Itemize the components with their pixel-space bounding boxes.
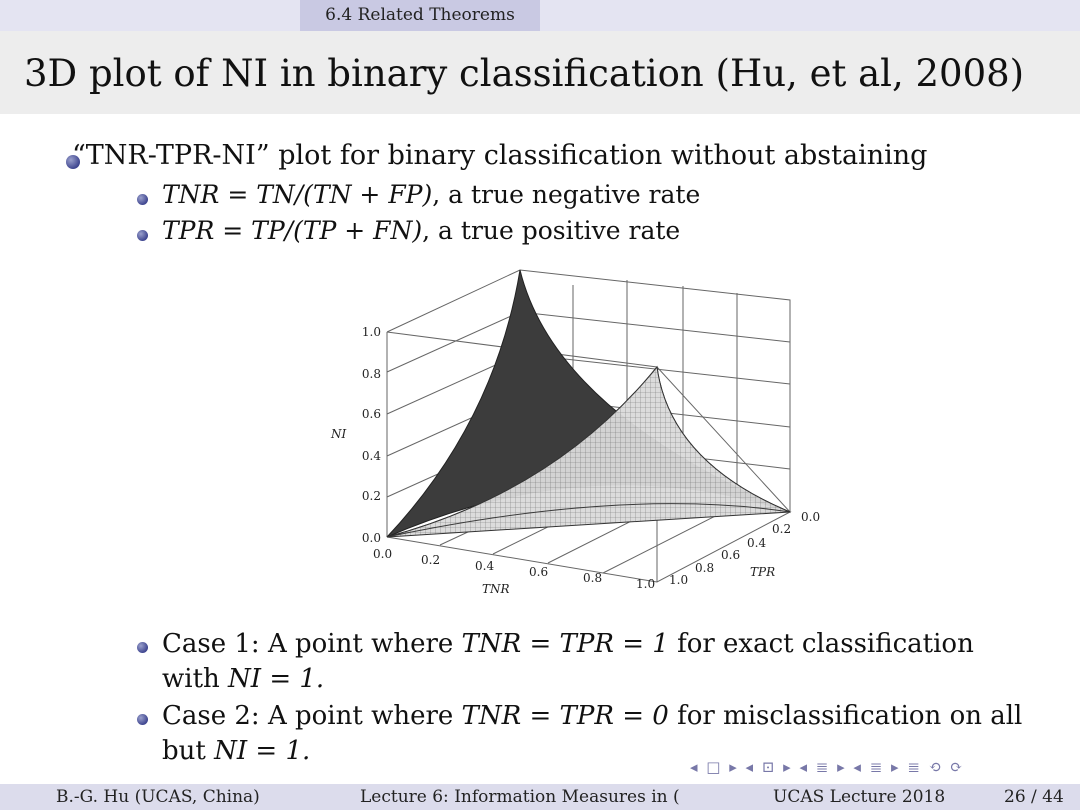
- case-2-ni: NI = 1.: [214, 736, 311, 766]
- case-2-line-1: [162, 701, 1022, 731]
- tpr-description: , a true positive rate: [422, 216, 681, 245]
- y-axis-label: TPR: [750, 565, 776, 579]
- z-axis-label: NI: [331, 427, 347, 441]
- main-bullet: “TNR-TPR-NI” plot for binary classification without abstaining: [72, 140, 928, 171]
- beamer-navigation-icons[interactable]: ◂ □ ▸ ◂ ⊡ ▸ ◂ ≣ ▸ ◂ ≣ ▸ ≣ ⟲ ⟳: [690, 758, 965, 776]
- case-2-text-end: for misclassification on all: [668, 701, 1023, 731]
- footer-venue: UCAS Lecture 2018: [773, 787, 946, 807]
- tpr-formula: TPR = TP/(TP + FN): [162, 216, 423, 245]
- case-1-math: TNR = TPR = 1: [461, 629, 669, 659]
- case-1-text-end: for exact classification: [668, 629, 974, 659]
- x-tick: 0.6: [529, 565, 549, 579]
- case-1-line-1: [162, 629, 974, 659]
- z-tick: 0.0: [361, 531, 381, 545]
- case-2-math: TNR = TPR = 0: [461, 701, 669, 731]
- y-tick: 0.8: [695, 561, 715, 575]
- y-tick: 1.0: [669, 573, 689, 587]
- tnr-description: , a true negative rate: [432, 180, 701, 209]
- case-1-text: Case 1: A point where: [162, 629, 462, 659]
- y-tick: 0.6: [721, 548, 741, 562]
- case-1-ni: NI = 1.: [228, 664, 325, 694]
- z-tick: 0.8: [361, 367, 381, 381]
- slide-title: 3D plot of NI in binary classification (Hu, et al, 2008): [24, 52, 1025, 95]
- sub-bullet-tnr: [162, 180, 700, 209]
- x-axis-label: TNR: [482, 582, 510, 596]
- section-header[interactable]: 6.4 Related Theorems: [300, 0, 540, 31]
- case-2-line-2: [162, 736, 310, 766]
- case-1-with: with: [162, 664, 229, 694]
- x-tick: 0.8: [583, 571, 603, 585]
- z-tick: 1.0: [361, 325, 381, 339]
- footer-page-number: 26 / 44: [1004, 787, 1064, 807]
- z-tick: 0.2: [361, 489, 381, 503]
- case-2-text: Case 2: A point where: [162, 701, 462, 731]
- bullet-marker: [137, 230, 148, 241]
- y-tick: 0.2: [772, 522, 792, 536]
- x-tick: 0.2: [421, 553, 441, 567]
- x-tick: 0.0: [373, 547, 393, 561]
- y-tick: 0.4: [747, 536, 767, 550]
- bullet-marker: [137, 642, 148, 653]
- footer-lecture: Lecture 6: Information Measures in (: [360, 787, 680, 807]
- bullet-marker: [137, 194, 148, 205]
- tnr-formula: TNR = TN/(TN + FP): [162, 180, 433, 209]
- ni-3d-surface-plot: [325, 262, 825, 602]
- x-tick: 0.4: [475, 559, 495, 573]
- case-1-line-2: [162, 664, 324, 694]
- sub-bullet-tpr: [162, 216, 680, 245]
- bullet-marker: [137, 714, 148, 725]
- footer-bar: [0, 784, 1080, 810]
- case-2-but: but: [162, 736, 215, 766]
- x-tick: 1.0: [636, 577, 656, 591]
- z-tick: 0.4: [361, 449, 381, 463]
- y-tick: 0.0: [801, 510, 821, 524]
- z-tick: 0.6: [361, 407, 381, 421]
- footer-author: B.-G. Hu (UCAS, China): [56, 787, 260, 807]
